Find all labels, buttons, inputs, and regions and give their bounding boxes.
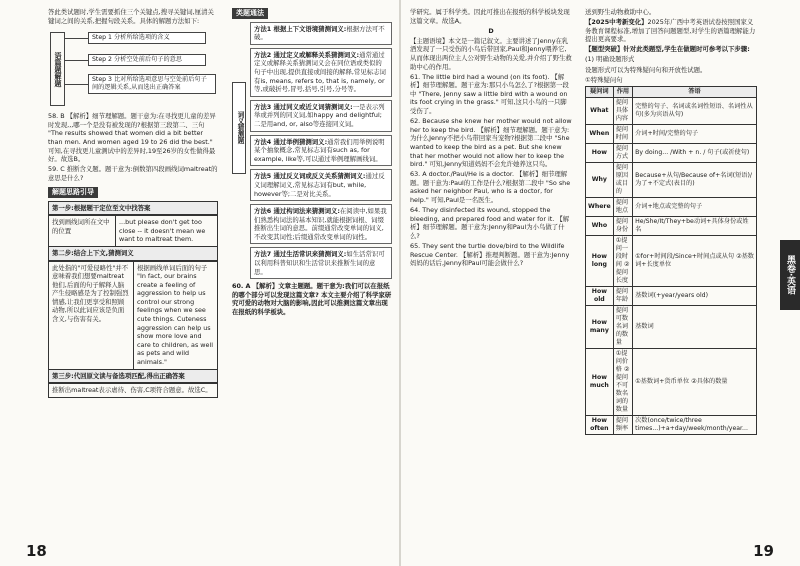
right-column-2 [585,8,757,435]
guide-step-2-head: 第二步:结合上下文,猜测词义 [49,246,217,261]
table-cell-answer: Because+从句/Because of+名词(短语)/为了+不定式(表目的) [633,162,757,197]
table-cell-answer: 完整的句子、名词或名词性短语、名词性从句(多为宾语从句) [633,97,757,124]
table-row [586,197,757,216]
method-2: 方法2 通过定义或解释关系猜测词义:通常通过定义或解释关系猜测词义会在同位语或类似的句子中出现,提供直接或间接的解释,常见标志词有is, means, refers to, that is, namely, or等,或破折号,冒号,括号,引号,分号等。 [250,48,392,97]
answer-64: 64. They disinfected its wound, stopped the bleeding, and prepared food and water for it. 【解析】细节理解题。题干意为:Jenny和Paul为小鸟做了什么? [410,206,570,240]
table-row [586,286,757,305]
guide-step-1-left: 找到画线词所在文中的位置 [52,218,110,235]
table-cell-word: Why [586,162,614,197]
step-2-box: Step 2 分析空处前后句子的意思 [88,54,206,66]
passage-intro: 【主题语境】本文是一篇记叙文。主要讲述了Jenny在乳酒发现了一只受伤的小鸟后带回家,Paul和Jenny喂养它,从而体现出两位主人公对野生动物的关爱,并介绍了野生救助中心的作用。 [410,36,572,71]
table-cell-function: 提问地点 [613,197,632,216]
answer-59: 59. C 推断含义题。题干意为:倒数第四段画线词maltreat的意思是什么? [48,165,218,182]
table-cell-answer: ①基数词+货币单位 ②具体的数量 [633,348,757,415]
table-cell-function: 提问时间 [613,124,632,143]
guide-table [48,201,218,398]
guide-step-1-head: 第一步:根据题干定位至文中找答案 [49,202,217,216]
method-1: 方法1 根据上下文语境猜测词义:根据方法可不破。 [250,22,392,45]
step-1-box: Step 1 分析所给选项的含义 [88,32,206,44]
section-letter: D [488,26,494,35]
table-cell-answer: 介词+时间/完整的句子 [633,124,757,143]
table-cell-word: How many [586,305,614,348]
table-cell-function: 提问身份 [613,216,632,235]
table-cell-function: 提问年龄 [613,286,632,305]
methods-side-label: 词义猜测题 [232,82,246,174]
table-row [586,97,757,124]
table-cell-answer: ①for+时间段/Since+时间点或从句 ②基数词+长度单位 [633,235,757,286]
table-cell-word: What [586,97,614,124]
page-number-left: 18 [26,542,47,560]
table-cell-word: When [586,124,614,143]
table-cell-answer: 次数(once/twice/three times...)+a+day/week/month/year... [633,415,757,434]
answer-58: 58. B 【解析】细节理解题。题干意为:在寻找更儿童的差异时发现,,,哪一个是没有被发现的?根据第三段第二、三句 "The results showed that women did a bit better than men. And women aged 19 to 26 did the best." 可知,在寻找更儿童测试中的差异时,19至26岁的女性做得最好。故选B。 [48,112,216,164]
table-cell-function: 提问方式 [613,143,632,162]
table-cell-word: How often [586,415,614,434]
tips-title: 【题型突破】 [585,45,624,54]
table-row [586,305,757,348]
tips-note [585,45,757,54]
step-1-sub: ①特殊疑问句 [585,75,623,84]
subject-side-tab: 黑卷·英语 [780,240,800,310]
guide-step-3-head: 第三步:代回原文读与备选项匹配,得出正确答案 [49,369,217,384]
table-cell-answer: 基数词(+year/years old) [633,286,757,305]
table-cell-word: How long [586,235,614,286]
guide-step-1-right: ...but please don't get too close -- it doesn't mean we want to maltreat them. [115,216,217,246]
method-6: 方法6 通过构词法来猜测词义:在阅读中,如果我们熟悉构词法的基本知识,就能根据词根、词缀推断出生词的意思。前缀通常改变单词的词义,不改变其词性;后缀通常改变单词的词性。 [250,204,392,244]
table-cell-function: 提问频率 [613,415,632,434]
intro-text: 答此类试题时,学生需要抓住三个关键点,搜寻关键词,厘清关键词之间的关系,把握句段关系。具体的解题方法如下: [48,8,214,25]
method-7: 方法7 通过生活常识来猜测词义:如生活常识可以利用科普知识和生活常识来推断生词的意思。 [250,247,392,279]
right-column-1 [410,8,572,269]
page-number-right: 19 [753,542,774,560]
methods-header: 类题通法 [232,8,268,19]
steps-label: 语篇题解题 [50,32,65,106]
table-cell-word: How [586,143,614,162]
table-row [586,235,757,286]
left-column-1 [48,8,218,401]
table-cell-answer: 基数词 [633,305,757,348]
table-cell-answer: By doing... /With + n. / 句子(或祈使句) [633,143,757,162]
trend-text: 2025年广西中考英语试卷按照国家义务教育课程标准,增加了回答问题题型,对学生的语篇理解能力提出更高要求。 [585,18,756,44]
answer-60: 60. A 【解析】文章主题题。题干意为:我们可以在报纸的哪个部分可以发现这篇文章? 本文主要介绍了科学家研究可爱的动物对大脑的影响,因此可以推测这篇文章出现在报纸的科学板块。 [232,282,392,317]
guide-step-2-right: 根据画线单词后面的句子 "In fact, our brains create a feeling of aggression to help us control our strong feelings when we see cute things. Cuteness aggression can help us show more love and care to children, as well as pets and wild animals." [133,262,217,369]
question-word-table [585,86,757,435]
table-cell-word: Where [586,197,614,216]
answer-65: 65. They sent the turtle dove/bird to the Wildlife Rescue Center. 【解析】推理判断题。题干意为:Jenny妈妈的话后,Jenny和Paul可能会做什么? [410,241,570,268]
trend-title: 【2025中考新变化】 [585,18,648,27]
table-cell-function: 提问原因或目的 [613,162,632,197]
table-cell-function: 提问具体内容 [613,97,632,124]
method-4: 方法4 通过举例猜测词义:通常我们用举例说明某个抽象概念,常见标志词有such as, for example, like等,可以通过举例理解画线词。 [250,135,392,167]
table-cell-function: ①提问一段时间 ②提问长度 [613,235,632,286]
table-row [586,143,757,162]
guide-step-2-left: 此处指的"可爱侵略性"并不意味着我们想要maltreat 他们,后面的句子解释人脑产生侵略感是为了控制强烈情感,让我们更享受和照顾动物,所以此词应该是负面含义,与伤害有关。 [52,263,129,324]
guide-title: 解题思路引导 [48,187,98,198]
steps-diagram [48,28,218,108]
table-header-function: 作用 [613,86,632,97]
table-cell-word: How much [586,348,614,415]
table-cell-answer: He/She/It/They+be动词+具体身份或姓名 [633,216,757,235]
step-3-box: Step 3 比对所给选项意思与空处前后句子间的逻辑关系,从而选出正确答案 [88,74,216,94]
methods-wrap [232,22,392,280]
table-row [586,348,757,415]
answer-61: 61. The little bird had a wound (on its foot). 【解析】细节理解题。题干意为:那只小鸟怎么了?根据第一段中 "There, Jenny saw a little bird with a wound on its foot crying in the grass." 可知,这只小鸟的一只脚受伤了。 [410,72,569,116]
table-cell-word: Who [586,216,614,235]
table-row [586,415,757,434]
table-header-word: 疑问词 [586,86,614,97]
book-gutter [399,0,401,566]
answer-63: 63. A doctor./Paul/He is a doctor. 【解析】细节理解题。题干意为:Paul的工作是什么?根据第二段中 "So she asked her neighbor Paul, who is a doctor, for help." 可知,Paul是一名医生。 [410,170,571,204]
table-cell-function: ①提问价格 ②提问不可数名词的数量 [613,348,632,415]
step-1-text: 设题形式可以为特殊疑问句和开放性试题。 [585,65,707,74]
answer-62: 62. Because she knew her mother would not allow her to keep the bird. 【解析】细节理解题。题干意为:为什么Jenny不把小鸟带回家当宠物?根据第二段中 "She wanted to keep the bird as a pet. But she knew that her mother would not allow her to keep the bird." 可知,Jenny知道妈妈不会允许她养这只鸟。 [410,117,572,169]
guide-step-3-text: 推断出maltreat表示虐待、伤害,C项符合题意。故选C。 [52,386,212,395]
method-5: 方法5 通过反义词或反义关系猜测词义:通过反义词理解词义,常见标志词有but, while, however等;二是对比关系。 [250,169,392,201]
table-row [586,216,757,235]
table-cell-function: 提问可数名词的数量 [613,305,632,348]
right-col2-top: 送到野生动物救助中心。 [585,8,656,16]
table-header-answer: 答语 [633,86,757,97]
step-1-title: (1) 明确设题形式 [585,55,635,64]
table-row [586,124,757,143]
right-top-text: 学研究。属于科学类。因此可推出在报纸的科学板块发现这篇文章。故选A。 [410,8,570,25]
method-3: 方法3 通过同义或近义词猜测词义:一是表示列举或并列的同义词,如happy and delightful;二是用and, or, also等连接同义词。 [250,100,392,132]
trend-note [585,18,757,44]
table-row [586,162,757,197]
table-cell-word: How old [586,286,614,305]
table-cell-answer: 介词+地点或完整的句子 [633,197,757,216]
left-column-2 [232,8,392,318]
tips-text: 针对此类题型,学生在做题时可参考以下步骤: [623,45,750,54]
